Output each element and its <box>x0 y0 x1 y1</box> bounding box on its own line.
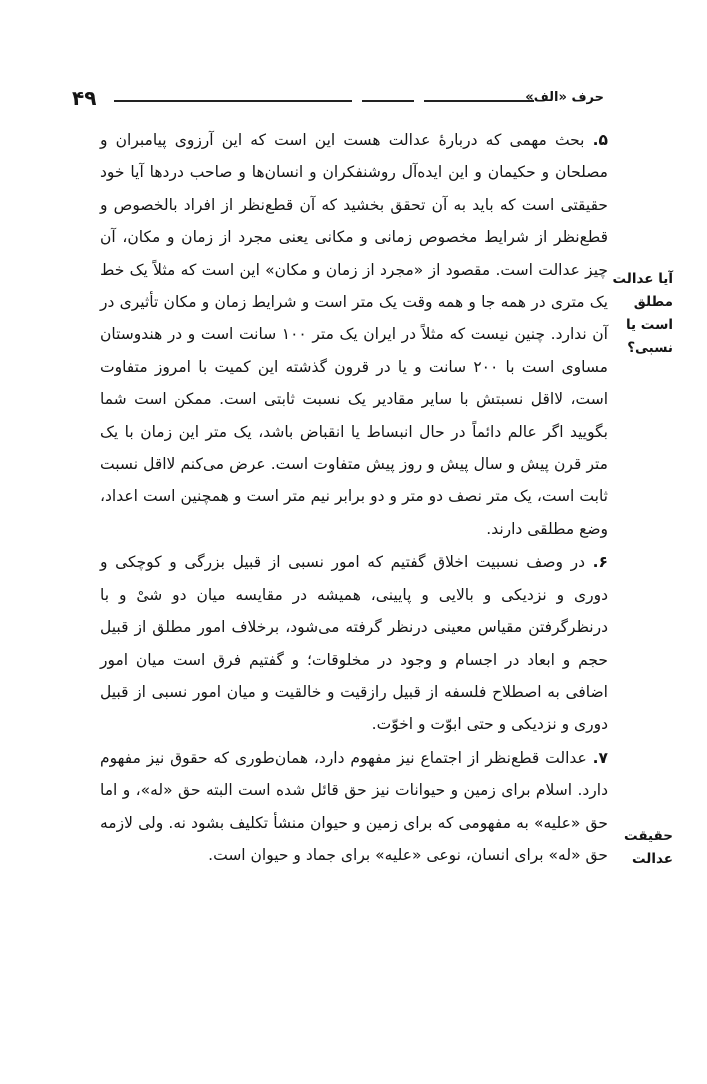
paragraph-number: ۷. <box>592 748 608 767</box>
margin-note-truth-of-justice: حقیقت عدالت <box>624 828 673 867</box>
paragraph-number: ۵. <box>592 131 609 149</box>
paragraph-text: عدالت قطع‌نظر از اجتماع نیز مفهوم دارد، همان‌طوری که حقوق نیز مفهوم دارد. اسلام برای زمین و حیوانات نیز حق قائل شده است البته حق «له»، و اما حق «علیه» به مفهومی که برای زمین و حیوان منشأ تکلیف بشود نه. ولی لازمه حق «له» برای انسان، نوعی «علیه» برای جماد و حیوان است. <box>100 748 608 864</box>
margin-note-line: آیا عدالت <box>612 271 673 287</box>
paragraph-7 <box>100 742 608 872</box>
header-rule <box>114 100 352 102</box>
paragraph-number: ۶. <box>592 553 608 572</box>
page-header <box>72 86 604 110</box>
paragraph-text: در وصف نسبیت اخلاق گفتیم که امور نسبی از قبیل بزرگی و کوچکی و دوری و نزدیکی و بالایی و پایینی، همیشه در مقایسه میان دو شیْ و با درنظرگرفتن مقیاس معینی درنظر گرفته می‌شود، برخلاف امور مطلق از قبیل حجم و ابعاد در اجسام و وجود در مخلوقات؛ و گفتیم فرق است میان امور اضافی به اصطلاح فلسفه از قبیل رازقیت و خالقیت و میان امور نسبی از قبیل دوری و نزدیکی و حتی ابوّت و اخوّت. <box>100 553 608 734</box>
margin-note-line: نسبی؟ <box>627 340 673 356</box>
paragraph-6 <box>100 546 608 740</box>
running-head: حرف «الف» <box>525 90 604 105</box>
page-body <box>100 124 608 871</box>
margin-note-absolute-or-relative <box>611 268 673 360</box>
page-number: ۴۹ <box>72 86 97 110</box>
margin-note-line: مطلق است یا <box>625 294 673 333</box>
header-rule <box>362 100 414 102</box>
header-rule <box>424 100 534 102</box>
paragraph-5 <box>100 124 608 545</box>
paragraph-text: بحث مهمی که دربارهٔ عدالت هست این است که این آرزوی پیامبران و مصلحان و حکیمان و این ایده‌آل روشنفکران و انسان‌ها و صاحب دردها آیا خود حقیقتی است که باید به آن تحقق بخشید که آن قطع‌نظر از افراد بالخصوص و قطع‌نظر از شرایط مخصوص زمانی و مکانی یعنی مجرد از زمان و مکان، آن چیز عدالت است. مقصود از «مجرد از زمان و مکان» این است که مثلاً یک خط یک متری در همه جا و همه وقت یک متر است و شرایط زمان و مکان تأثیری در آن ندارد. چنین نیست که مثلاً در ایران یک متر ۱۰۰ سانت است و در هندوستان مساوی است با ۲۰۰ سانت و یا در قرون گذشته این کمیت با امروز متفاوت است، لااقل نسبتش با سایر مقادیر یک نسبت ثابتی است. ممکن است شما بگویید اگر عالم دائماً در حال انبساط یا انقباض باشد، یک متر این زمان با یک متر قرن پیش و سال پیش و روز پیش متفاوت است. عرض می‌کنم لااقل نسبت ثابت است، یک متر نصف دو متر و دو برابر نیم متر است و همچنین است اعداد، وضع مطلقی دارند. <box>100 131 608 538</box>
